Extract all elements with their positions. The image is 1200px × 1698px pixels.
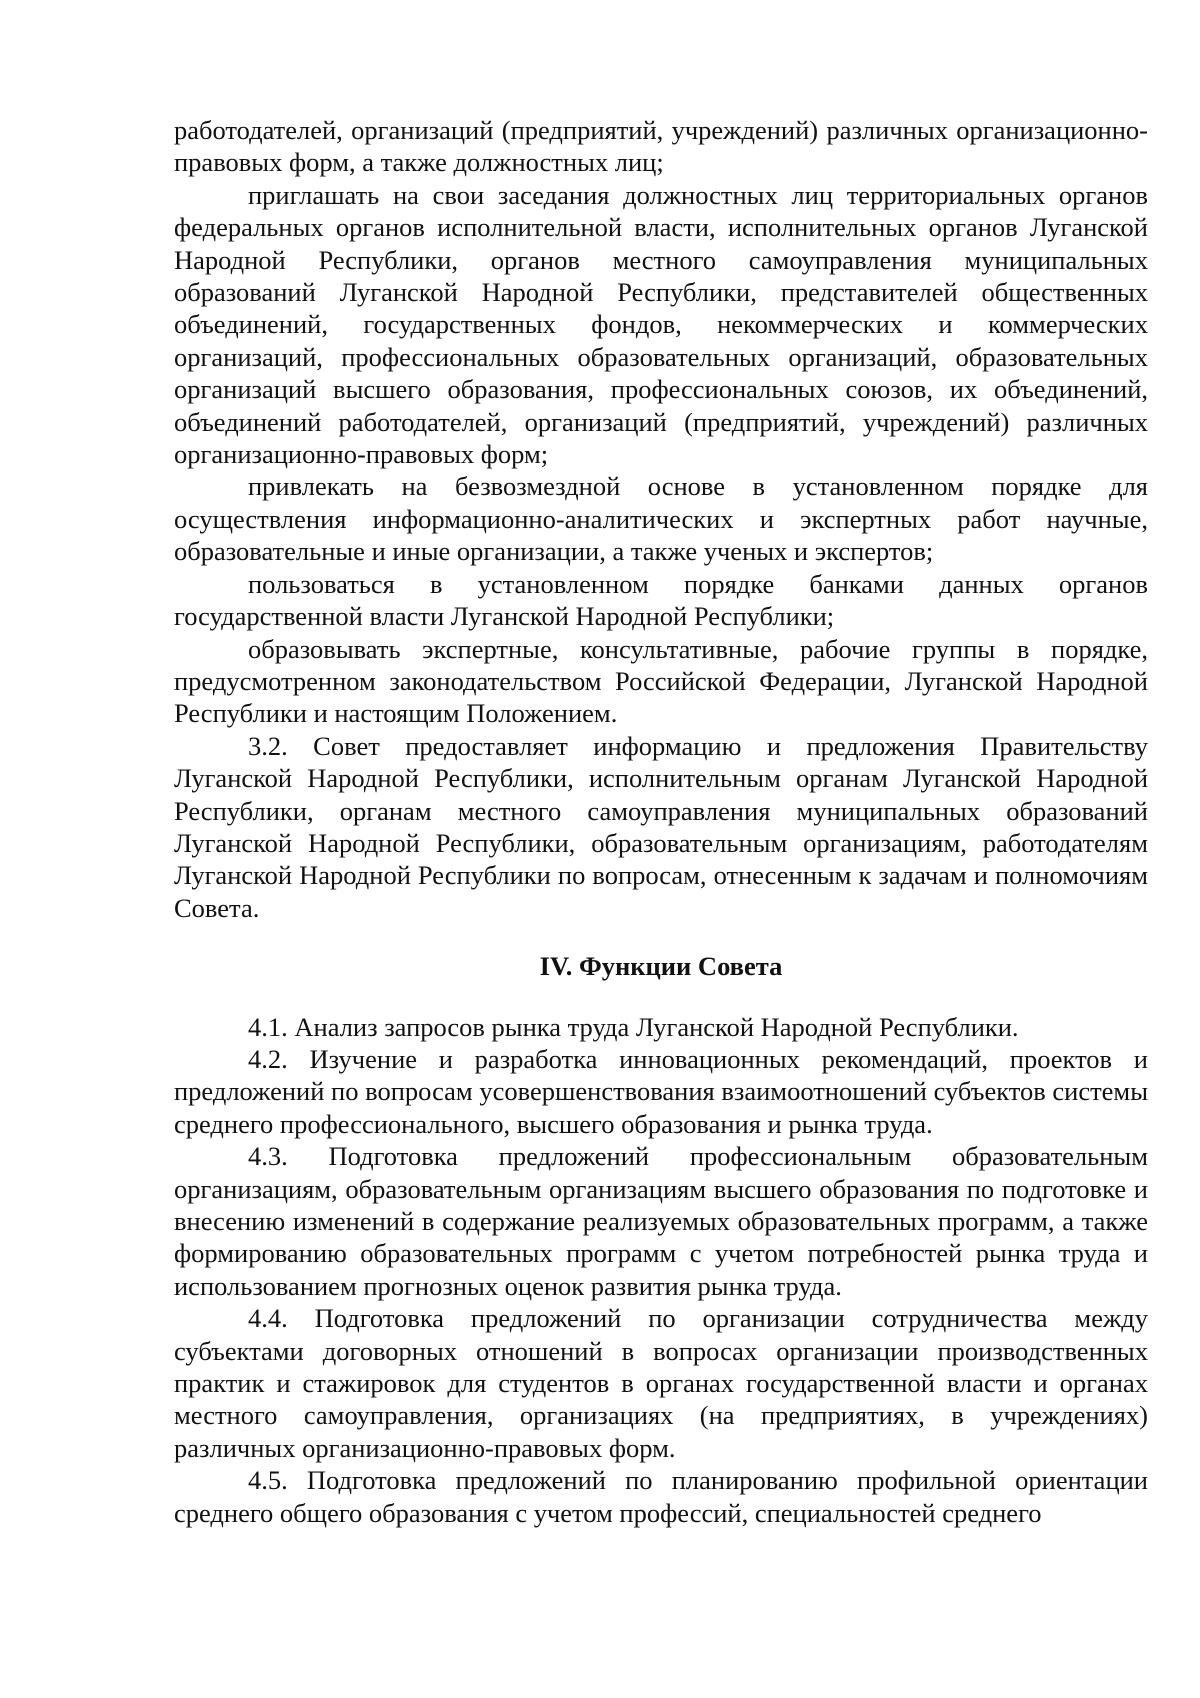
paragraph-continuation: работодателей, организаций (предприятий, учреждений) различных организационно-правовых форм, а также должностных лиц; (174, 115, 1148, 178)
section-heading-functions: IV. Функции Совета (539, 951, 783, 982)
paragraph-use-databanks: пользоваться в установленном порядке банками данных органов государственной власти Луганской Народной Республики; (174, 568, 1148, 632)
paragraph-3-2: 3.2. Совет предоставляет информацию и предложения Правительству Луганской Народной Республики, исполнительным органам Луганской Народной Республики, органам местного самоуправления муниципальных образований Луганской Народной Республики, образовательным организациям, работодателям Луганской Народной Республики по вопросам, отнесенным к задачам и полномочиям Совета. (174, 730, 1148, 923)
paragraph-invite-officials: приглашать на свои заседания должностных лиц территориальных органов федеральных органов исполнительной власти, исполнительных органов Луганской Народной Республики, органов местного самоуправления муниципальных образований Луганской Народной Республики, представителей общественных объединений, государственных фондов, некоммерческих и коммерческих организаций, профессиональных образовательных организаций, образовательных организаций высшего образования, профессиональных союзов, их объединений, объединений работодателей, организаций (предприятий, учреждений) различных организационно-правовых форм; (174, 179, 1148, 470)
paragraph-4-3: 4.3. Подготовка предложений профессиональным образовательным организациям, образовательным организациям высшего образования по подготовке и внесению изменений в содержание реализуемых образовательных программ, а также формированию образовательных программ с учетом потребностей рынка труда и использованием прогнозных оценок развития рынка труда. (174, 1141, 1148, 1301)
paragraph-form-groups: образовывать экспертные, консультативные, рабочие группы в порядке, предусмотренном законодательством Российской Федерации, Луганской Народной Республики и настоящим Положением. (174, 633, 1148, 729)
paragraph-4-4: 4.4. Подготовка предложений по организации сотрудничества между субъектами договорных отношений в вопросах организации производственных практик и стажировок для студентов в органах государственной власти и органах местного самоуправления, организациях (на предприятиях, в учреждениях) различных организационно-правовых форм. (174, 1303, 1148, 1463)
paragraph-4-1: 4.1. Анализ запросов рынка труда Луганской Народной Республики. (248, 1011, 1019, 1042)
paragraph-engage-organizations: привлекать на безвозмездной основе в установленном порядке для осуществления информационно-аналитических и экспертных работ научные, образовательные и иные организации, а также ученых и экспертов; (174, 471, 1148, 567)
paragraph-4-5: 4.5. Подготовка предложений по планированию профильной ориентации среднего общего образования с учетом профессий, специальностей среднего (174, 1465, 1148, 1528)
paragraph-4-2: 4.2. Изучение и разработка инновационных рекомендаций, проектов и предложений по вопросам усовершенствования взаимоотношений субъектов системы среднего профессионального, высшего образования и рынка труда. (174, 1043, 1148, 1139)
document-body (174, 114, 1148, 1529)
